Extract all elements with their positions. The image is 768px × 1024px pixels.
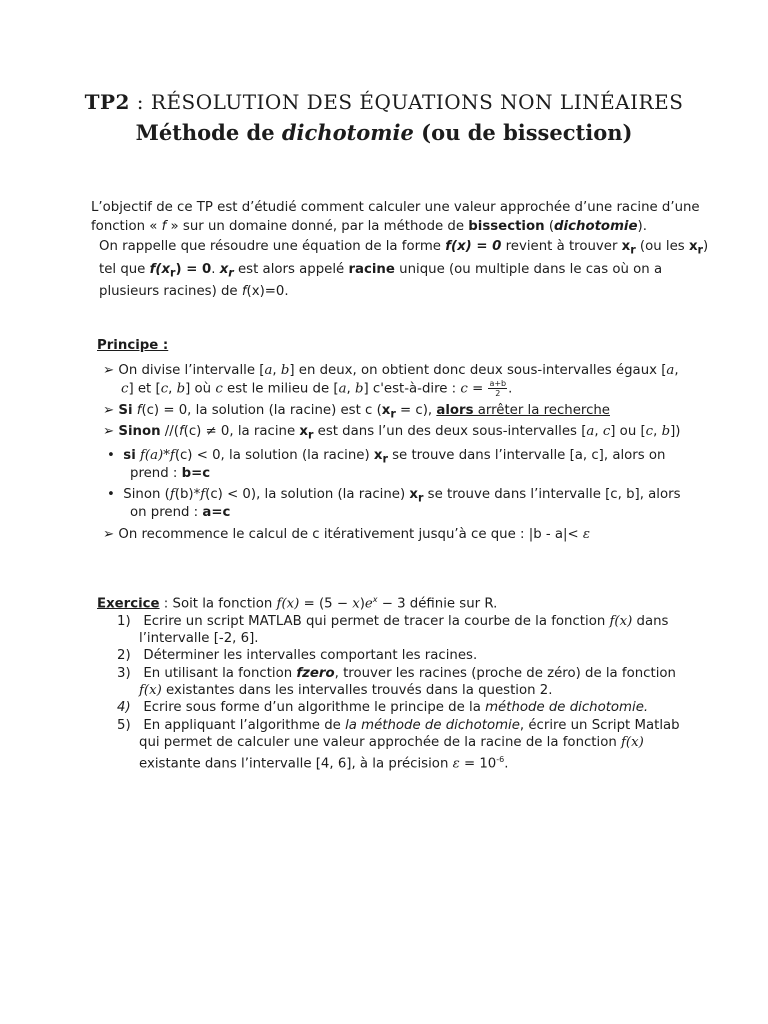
math: f [169,487,175,502]
alors-bold: alors [436,403,474,418]
text: = (5 − [299,596,353,612]
intro-text: f [241,284,247,300]
intro-text: (ou les [635,239,689,254]
math: f [200,487,206,502]
text: ) [359,596,365,612]
text: ] en deux, on obtient donc deux sous-intervalles égaux [ [289,363,667,378]
math: b [280,363,290,378]
item-number: 5) [117,718,131,733]
title-prefix: TP2 [84,90,130,114]
arrow-bullet-icon: ➢ [103,363,119,378]
text: Sinon ( [123,487,170,502]
text: On recommence le calcul de c itérativement jusqu’à ce que : |b - a|< [118,527,583,542]
principe-heading: Principe : [97,338,169,353]
intro-text: » sur un domaine donné, par la méthode de [166,219,469,234]
text: ] ou [ [610,424,646,439]
title-rest: : RÉSOLUTION DES ÉQUATIONS NON LINÉAIRES [129,90,684,114]
math: f(x) [621,735,644,750]
intro-text: est alors appelé [233,261,349,277]
xr-sub: r [382,452,388,466]
bold: a=c [202,505,231,520]
exercice-item-2 [117,646,477,665]
sub-bullet-sinon-cont [130,503,230,522]
intro-paragraph-1 [91,198,711,236]
bold: b=c [181,466,211,481]
text: , [674,363,679,378]
math: e [364,596,373,612]
text: = [467,381,488,397]
intro-text: L’objectif de ce TP est d’étudié comment calculer une valeur approchée d’une racine d’une fonction « [91,200,700,234]
text: on prend : [130,505,203,520]
xr-symbol: x [409,487,418,502]
subtitle-italic: dichotomie [281,120,414,145]
text: est le milieu de [ [222,381,339,397]
intro-bold: bissection [468,219,545,234]
text: En appliquant l’algorithme de [143,718,346,733]
text: = 10 [459,756,497,772]
intro-text: ). [637,219,647,234]
frac-num: a+b [489,379,507,388]
text: arrêter la recherche [473,403,610,418]
text: Ecrire sous forme d’un algorithme le principe de la [143,700,486,715]
xr-sub: r [630,243,636,257]
text: Ecrire un script MATLAB qui permet de tracer la courbe de la fonction [143,614,610,629]
text: , écrire un Script Matlab [519,718,680,733]
text: ] où [185,381,216,397]
text: ]) [670,424,681,439]
item-number: 3) [117,666,131,681]
text: se trouve dans l’intervalle [c, b], alors [423,487,681,502]
math: a [338,381,347,397]
text: . [508,381,513,397]
text: . [504,756,509,772]
math: a [264,363,273,378]
text: (c) < 0, la solution (la racine) [174,448,374,463]
dot-bullet-icon: • [107,448,124,463]
text: , [168,381,177,397]
math: b [176,381,186,397]
math: x [372,595,378,604]
epsilon: ε [452,756,460,772]
math: c [160,381,169,397]
bold: si [123,448,136,463]
epsilon: ε [582,527,591,542]
text: , [272,363,281,378]
math: c [215,381,223,397]
math: c [121,381,129,397]
math: a [586,424,595,439]
xr-symbol: x [621,239,631,254]
item-number: 4) [117,700,131,715]
text: l’intervalle [-2, 6]. [139,631,259,646]
exercice-intro [97,590,497,613]
italic-text: la méthode de dichotomie [345,718,520,733]
text: , [346,381,355,397]
exercice-item-4 [117,698,648,717]
text: Déterminer les intervalles comportant les racines. [143,648,478,663]
exercice-item-5-cont2 [139,750,508,773]
math: c [645,424,654,439]
intro-text: revient à trouver [501,239,622,254]
text: On divise l’intervalle [ [118,363,265,378]
text: , [594,424,603,439]
page-title [0,90,768,114]
text: (c) = 0, la solution (la racine) est c ( [141,403,382,418]
xr-symbol: x [299,424,308,439]
math: f(x) [139,683,162,698]
principe-bullet-last [103,525,590,544]
principe-bullet-sinon [103,422,681,445]
fzero-bold: fzero [296,666,335,681]
exercice-heading: Exercice [97,596,160,612]
racine-bold: racine [348,261,395,277]
math: f(a)*f [140,448,175,463]
subtitle-text-b: (ou de bissection) [413,120,633,145]
intro-paragraph-2 [99,237,711,301]
intro-text: ( [544,219,555,234]
text: − 3 définie sur R. [377,596,498,612]
text: existante dans l’intervalle [4, 6], à la précision [139,756,453,772]
text: ] c'est-à-dire : [363,381,461,397]
text: = c), [395,403,437,418]
text: existantes dans les intervalles trouvés dans la question 2. [161,683,553,698]
text: ] et [ [128,381,161,397]
intro-text: unique (ou multiple dans le cas où on a plusieurs racines) de [99,261,663,300]
text: qui permet de calculer une valeur approchée de la racine de la fonction [139,735,622,750]
principe-bullet-1-cont [121,379,512,399]
exponent: -6 [496,755,505,764]
xr-sub: r [390,407,396,421]
bold: Sinon [118,424,161,439]
text: se trouve dans l’intervalle [a, c], alors on [387,448,666,463]
math: b [355,381,364,397]
text: , trouver les racines (proche de zéro) de la fonction [334,666,676,681]
text: est dans l’un des deux sous-intervalles [ [313,424,587,439]
math: f(x) [276,596,300,612]
text: //( [160,424,179,439]
principe-bullet-1 [103,361,679,380]
math: b [661,424,671,439]
xr-symbol: x [688,239,698,254]
sub-bullet-si-cont [130,464,210,483]
equation-fxr: f(x [149,261,171,277]
principe-bullet-si [103,401,610,424]
xr-sub: r [228,266,234,280]
intro-text: ) tel que [99,239,709,277]
intro-text: . [211,261,220,277]
math: x [352,596,360,612]
math: f [136,403,142,418]
fraction-a-plus-b-over-2 [488,379,507,398]
equation-fxr-end: ) = 0 [175,261,212,277]
text: (c) < 0), la solution (la racine) [205,487,410,502]
text: , [653,424,662,439]
text: (b)* [174,487,201,502]
intro-bold-italic: dichotomie [554,219,638,234]
xr-sub: r [170,266,176,280]
text: En utilisant la fonction [143,666,297,681]
intro-text: On rappelle que résoudre une équation de la forme [99,239,446,254]
arrow-bullet-icon: ➢ [103,527,119,542]
math: c [602,424,611,439]
arrow-bullet-icon: ➢ [103,403,119,418]
italic-text: méthode de dichotomie. [485,700,649,715]
item-number: 1) [117,614,131,629]
dot-bullet-icon: • [107,487,124,502]
intro-text: f [161,219,167,234]
xr-symbol: x [381,403,391,418]
xr-symbol: x [373,448,383,463]
intro-text: (x)=0. [246,284,289,300]
bold: Si [118,403,133,418]
math: f(x) [609,614,633,629]
xr-symbol: x [219,261,229,277]
frac-den: 2 [495,389,501,398]
math: f [178,424,184,439]
math: a [666,363,675,378]
text: (c) ≠ 0, la racine [183,424,300,439]
math: c [460,381,468,397]
item-number: 2) [117,648,131,663]
xr-sub: r [307,428,314,442]
page-subtitle [0,120,768,145]
text: : Soit la fonction [159,596,277,612]
equation-fx: f(x) = 0 [445,239,502,254]
subtitle-text-a: Méthode de [135,120,282,145]
text: prend : [130,466,182,481]
xr-sub: r [697,243,703,257]
xr-sub: r [417,491,424,505]
text: dans [632,614,669,629]
arrow-bullet-icon: ➢ [103,424,119,439]
